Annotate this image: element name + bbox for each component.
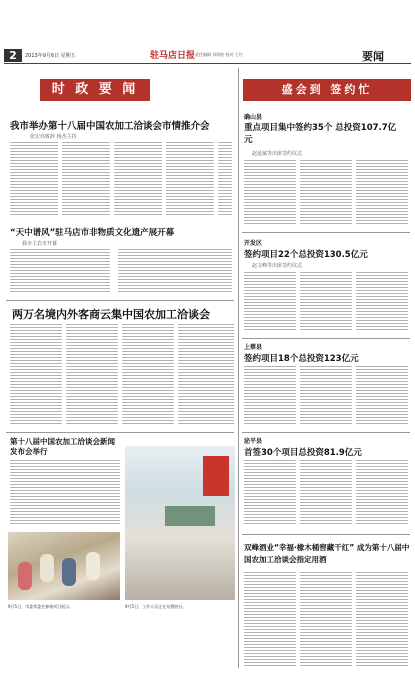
r4-title: 首签30个项目总投资81.9亿元 <box>244 448 362 458</box>
divider <box>242 534 410 535</box>
r1-kicker: 确山县 <box>244 114 263 121</box>
article-3-body-col4 <box>178 324 234 426</box>
editor-line: 责任编辑 刘海波 校对 王红 <box>195 52 243 57</box>
r1-title: 重点项目集中签约35个 总投资107.7亿元 <box>244 123 397 145</box>
divider <box>242 432 410 433</box>
article-2-subtitle: 我市主宾市开幕 <box>22 241 58 247</box>
article-3-body-col1 <box>10 324 62 426</box>
page-number: 2 <box>4 49 22 62</box>
r4-body-col3 <box>356 460 408 526</box>
photo-2-caption: 9月5日，工作人员正在布置展台。 <box>125 604 187 609</box>
header-rule <box>4 63 411 64</box>
divider <box>242 338 410 339</box>
r3-title: 签约项目18个总投资123亿元 <box>244 354 359 364</box>
r5-body-col3 <box>356 572 408 668</box>
article-3-body-col2 <box>66 324 118 426</box>
photo-exhibition-visitors <box>8 532 120 600</box>
r5-title: 双峰酒业“幸福·橡木桶窖藏干红” 成为第十八届中国农加工洽谈会指定用酒 <box>244 543 410 564</box>
article-2-body-right <box>118 249 232 293</box>
r2-body-col3 <box>356 272 408 332</box>
article-3-title: 两万名境内外客商云集中国农加工洽谈会 <box>12 308 210 321</box>
r2-body-col1 <box>244 272 296 332</box>
article-2-title: “天中谱风”驻马店市非物质文化遗产展开幕 <box>10 228 175 238</box>
article-1-body-col5 <box>218 142 232 216</box>
newspaper-logo: 驻马店日报 <box>150 51 196 61</box>
r1-subtitle: 赵延斌等出席签约仪式 <box>252 151 303 157</box>
article-4-body <box>10 460 120 526</box>
r5-body-col2 <box>300 572 352 668</box>
r4-kicker: 泌平县 <box>244 438 263 445</box>
photo-booth-setup <box>125 446 235 600</box>
r3-body-col2 <box>300 366 352 426</box>
article-4-title: 第十八届中国农加工洽谈会新闻发布会举行 <box>10 437 115 456</box>
r4-body-col2 <box>300 460 352 526</box>
r1-body-col2 <box>300 160 352 226</box>
r2-title: 签约项目22个总投资130.5亿元 <box>244 250 368 260</box>
article-1-body-col2 <box>62 142 110 216</box>
r3-kicker: 上蔡县 <box>244 344 263 351</box>
section-name: 要闻 <box>362 50 384 63</box>
r2-kicker: 开发区 <box>244 240 263 247</box>
article-1-body-col3 <box>114 142 162 216</box>
article-2-body-left <box>10 249 110 293</box>
r3-body-col3 <box>356 366 408 426</box>
column-separator <box>238 68 239 668</box>
date-line: 2013年9月6日 星期五 <box>25 53 76 59</box>
r3-body-col1 <box>244 366 296 426</box>
article-3-body-col3 <box>122 324 174 426</box>
politics-banner: 时 政 要 闻 <box>40 79 150 101</box>
r1-body-col3 <box>356 160 408 226</box>
article-1-body-col1 <box>10 142 58 216</box>
divider <box>242 232 410 233</box>
divider <box>6 432 234 433</box>
signing-banner: 盛会到 签约忙 <box>243 79 411 101</box>
photo-1-caption: 9月5日，市委常委会参观项目展示。 <box>8 604 74 609</box>
divider <box>6 300 234 301</box>
r5-body-col1 <box>244 572 296 668</box>
article-1-title: 我市举办第十八届中国农加工洽谈会市情推介会 <box>10 121 210 132</box>
r2-subtitle: 赵文峰等出席签约仪式 <box>252 263 303 269</box>
r1-body-col1 <box>244 160 296 226</box>
article-1-subtitle: 张宏伟致辞 杨杰主持 <box>30 134 77 140</box>
article-1-body-col4 <box>166 142 214 216</box>
r4-body-col1 <box>244 460 296 526</box>
r2-body-col2 <box>300 272 352 332</box>
